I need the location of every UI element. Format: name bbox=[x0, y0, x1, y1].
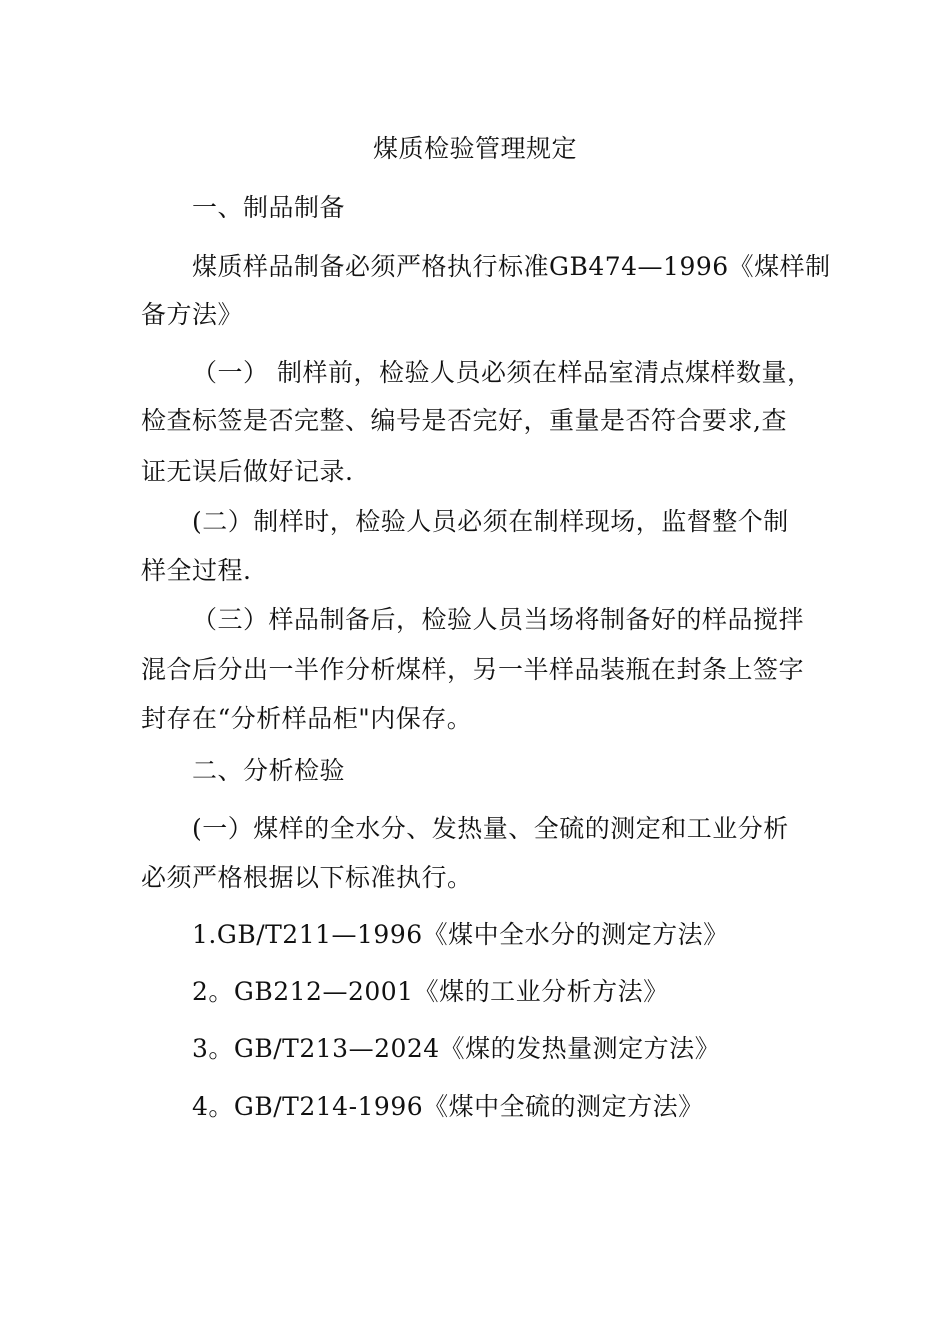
paragraph-line: 必须严格根据以下标准执行。 bbox=[141, 863, 473, 892]
section-heading-1: 一、制品制备 bbox=[192, 193, 346, 222]
list-item: 4。GB/T214-1996《煤中全硫的测定方法》 bbox=[192, 1092, 704, 1121]
page-title: 煤质检验管理规定 bbox=[372, 134, 577, 163]
list-item: 1.GB/T211—1996《煤中全水分的测定方法》 bbox=[192, 920, 729, 949]
paragraph-line: 备方法》 bbox=[141, 300, 244, 329]
list-item: 3。GB/T213—2024《煤的发热量测定方法》 bbox=[192, 1034, 721, 1063]
paragraph-line: 样全过程. bbox=[141, 556, 252, 585]
paragraph-line: (一）煤样的全水分、发热量、全硫的测定和工业分析 bbox=[192, 814, 789, 843]
paragraph-line: (二）制样时，检验人员必须在制样现场，监督整个制 bbox=[192, 507, 789, 536]
paragraph-line: 煤质样品制备必须严格执行标准GB474—1996《煤样制 bbox=[192, 252, 831, 281]
paragraph-line: 混合后分出一半作分析煤样，另一半样品装瓶在封条上签字 bbox=[141, 655, 805, 684]
paragraph-line: 证无误后做好记录. bbox=[141, 457, 354, 486]
section-heading-2: 二、分析检验 bbox=[192, 756, 346, 785]
paragraph-line: （三）样品制备后，检验人员当场将制备好的样品搅拌 bbox=[192, 605, 805, 634]
paragraph-line: 检查标签是否完整、编号是否完好，重量是否符合要求,查 bbox=[141, 406, 787, 435]
paragraph-line: 封存在“分析样品柜"内保存。 bbox=[141, 704, 473, 733]
list-item: 2。GB212—2001《煤的工业分析方法》 bbox=[192, 977, 669, 1006]
paragraph-line: （一） 制样前，检验人员必须在样品室清点煤样数量， bbox=[192, 358, 813, 387]
